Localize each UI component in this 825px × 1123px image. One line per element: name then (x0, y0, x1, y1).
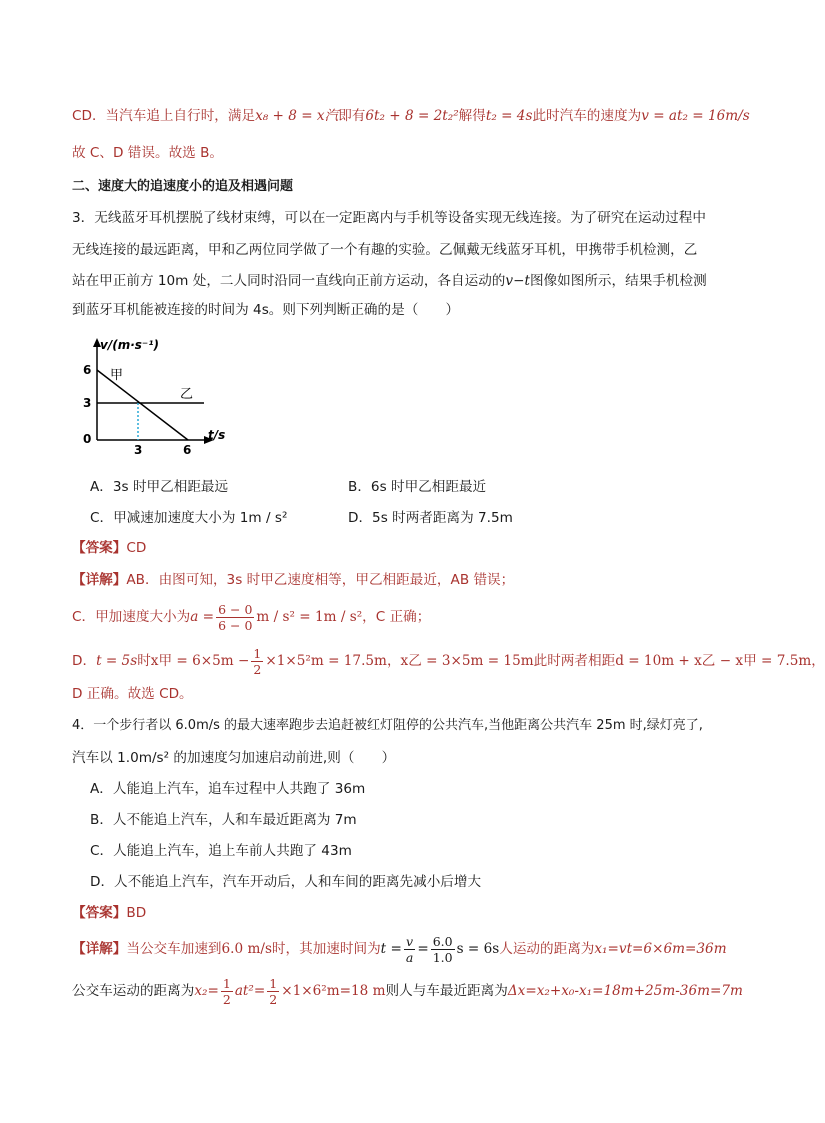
q3-detail-line-2 (72, 598, 430, 636)
prev-solution-line-2: 故 C、D 错误。故选 B。 (72, 145, 223, 161)
text: 即有 (338, 108, 366, 124)
text: ， (811, 653, 825, 669)
text: 解得 (458, 108, 486, 124)
fraction (431, 934, 455, 965)
answer-label: 【答案】 (72, 540, 127, 556)
denominator: 6 − 0 (218, 617, 253, 633)
q3-stem-line-4: 到蓝牙耳机能被连接的时间为 4s。则下列判断正确的是（ ） (72, 302, 460, 318)
equation: x₁=vt=6×6m=36m (594, 941, 727, 957)
label-jia: 甲 (110, 368, 124, 383)
text: 时 (137, 653, 151, 669)
x-tick-6: 6 (183, 443, 192, 457)
text: ，C 正确； (362, 609, 431, 625)
denominator: a (405, 949, 414, 965)
text: CD．当汽车追上自行时，满足 (72, 108, 256, 124)
q4-detail-line-1 (72, 930, 727, 968)
fraction (267, 976, 279, 1007)
equation: = (417, 941, 429, 957)
equation: x₂= (194, 983, 219, 999)
vt-graph (80, 335, 240, 455)
text: 则人与车最近距离为 (385, 983, 508, 999)
text: 人运动的距离为 (499, 941, 595, 957)
equation: 6.0 m/s (221, 941, 272, 957)
text: 公交车运动的距离为 (72, 983, 195, 999)
denominator: 1.0 (432, 949, 453, 965)
equation: t₂ = 4s (485, 108, 533, 124)
q3-option-c: C．甲减速加速度大小为 1m / s² (90, 510, 288, 526)
equation: v−t (505, 273, 530, 289)
denominator: 2 (269, 991, 278, 1007)
y-tick-6: 6 (83, 363, 92, 377)
q3-detail-line-4: D 正确。故选 CD。 (72, 686, 193, 702)
q3-option-a: A．3s 时甲乙相距最远 (90, 479, 229, 495)
y-tick-3: 3 (83, 396, 92, 410)
numerator: v (404, 934, 415, 950)
equation: t = 5s (96, 653, 138, 669)
q4-stem-line-1: 4．一个步行者以 6.0m/s 的最大速率跑步去追赶被红灯阻停的公共汽车,当他距离公共汽车 25m 时,绿灯亮了, (72, 718, 703, 733)
equation: x₈ + 8 = x汽 (255, 108, 339, 124)
q3-stem-line-1: 3．无线蓝牙耳机摆脱了线材束缚，可以在一定距离内与手机等设备实现无线连接。为了研究在运动过程中 (72, 210, 706, 226)
text: C．甲加速度大小为 (72, 609, 191, 625)
fraction (404, 934, 415, 965)
detail-label: 【详解】 (72, 941, 127, 957)
equation: 6t₂ + 8 = 2t₂² (365, 108, 459, 124)
section-title: 二、速度大的追速度小的追及相遇问题 (72, 179, 294, 194)
text: 此时汽车的速度为 (532, 108, 642, 124)
q4-option-d: D．人不能追上汽车，汽车开动后，人和车间的距离先减小后增大 (90, 874, 482, 890)
q4-stem-line-2: 汽车以 1.0m/s² 的加速度匀加速启动前进,则（ ） (72, 750, 396, 766)
numerator: 6.0 (432, 933, 453, 949)
answer-label: 【答案】 (72, 905, 127, 921)
q4-answer (72, 903, 146, 923)
fraction (251, 646, 263, 677)
y-tick-0: 0 (83, 432, 92, 446)
equation: ×1×5²m = 17.5m (265, 653, 387, 669)
q3-option-d: D．5s 时两者距离为 7.5m (348, 510, 513, 526)
answer-value: CD (126, 540, 147, 556)
x-tick-3: 3 (134, 443, 143, 457)
denominator: 2 (222, 991, 231, 1007)
q3-detail-line-1 (72, 570, 514, 590)
x-axis-label: t/s (208, 428, 226, 442)
q3-stem-line-3 (72, 271, 707, 291)
numerator: 1 (269, 975, 278, 991)
equation: v = at₂ = 16m/s (641, 108, 750, 124)
equation: m / s² = 1m / s² (256, 609, 363, 625)
text: 图像如图所示，结果手机检测 (529, 273, 707, 289)
numerator: 1 (253, 645, 262, 661)
text: AB．由图可知，3s 时甲乙速度相等，甲乙相距最近，AB 错误； (126, 572, 515, 588)
prev-solution-line-1 (72, 106, 750, 126)
q4-option-a: A．人能追上汽车，追车过程中人共跑了 36m (90, 781, 366, 797)
equation: a = (190, 609, 215, 625)
equation: t = (380, 941, 402, 957)
label-yi: 乙 (180, 387, 194, 402)
numerator: 1 (222, 975, 231, 991)
q3-answer (72, 538, 146, 558)
equation: s = 6s (456, 941, 500, 957)
q3-detail-line-3 (72, 642, 825, 680)
denominator: 2 (253, 661, 262, 677)
equation: x甲 = 6×5m − (150, 653, 250, 669)
fraction (216, 602, 254, 633)
y-axis-label: v/(m·s⁻¹) (100, 338, 159, 352)
text: D． (72, 653, 97, 669)
equation: at²= (234, 983, 266, 999)
equation: ，x乙 = 3×5m = 15m (386, 653, 534, 669)
q3-option-b: B．6s 时甲乙相距最近 (348, 479, 487, 495)
q4-detail-line-2 (72, 972, 743, 1010)
detail-label: 【详解】 (72, 572, 127, 588)
text: 当公交车加速到 (126, 941, 222, 957)
numerator: 6 − 0 (218, 601, 253, 617)
answer-value: BD (126, 905, 147, 921)
fraction (221, 976, 233, 1007)
q3-stem-line-2: 无线连接的最远距离，甲和乙两位同学做了一个有趣的实验。乙佩戴无线蓝牙耳机，甲携带手机检测，乙 (72, 242, 698, 258)
text: 站在甲正前方 10m 处，二人同时沿同一直线向正前方运动，各自运动的 (72, 273, 506, 289)
equation: ×1×6²m=18 m (281, 983, 386, 999)
equation: Δx=x₂+x₀-x₁=18m+25m-36m=7m (507, 983, 743, 999)
q4-option-c: C．人能追上汽车，追上车前人共跑了 43m (90, 843, 352, 859)
q4-option-b: B．人不能追上汽车，人和车最近距离为 7m (90, 812, 357, 828)
text: 时，其加速时间为 (271, 941, 381, 957)
text: 此时两者相距 (533, 653, 616, 669)
equation: d = 10m + x乙 − x甲 = 7.5m (615, 653, 812, 669)
